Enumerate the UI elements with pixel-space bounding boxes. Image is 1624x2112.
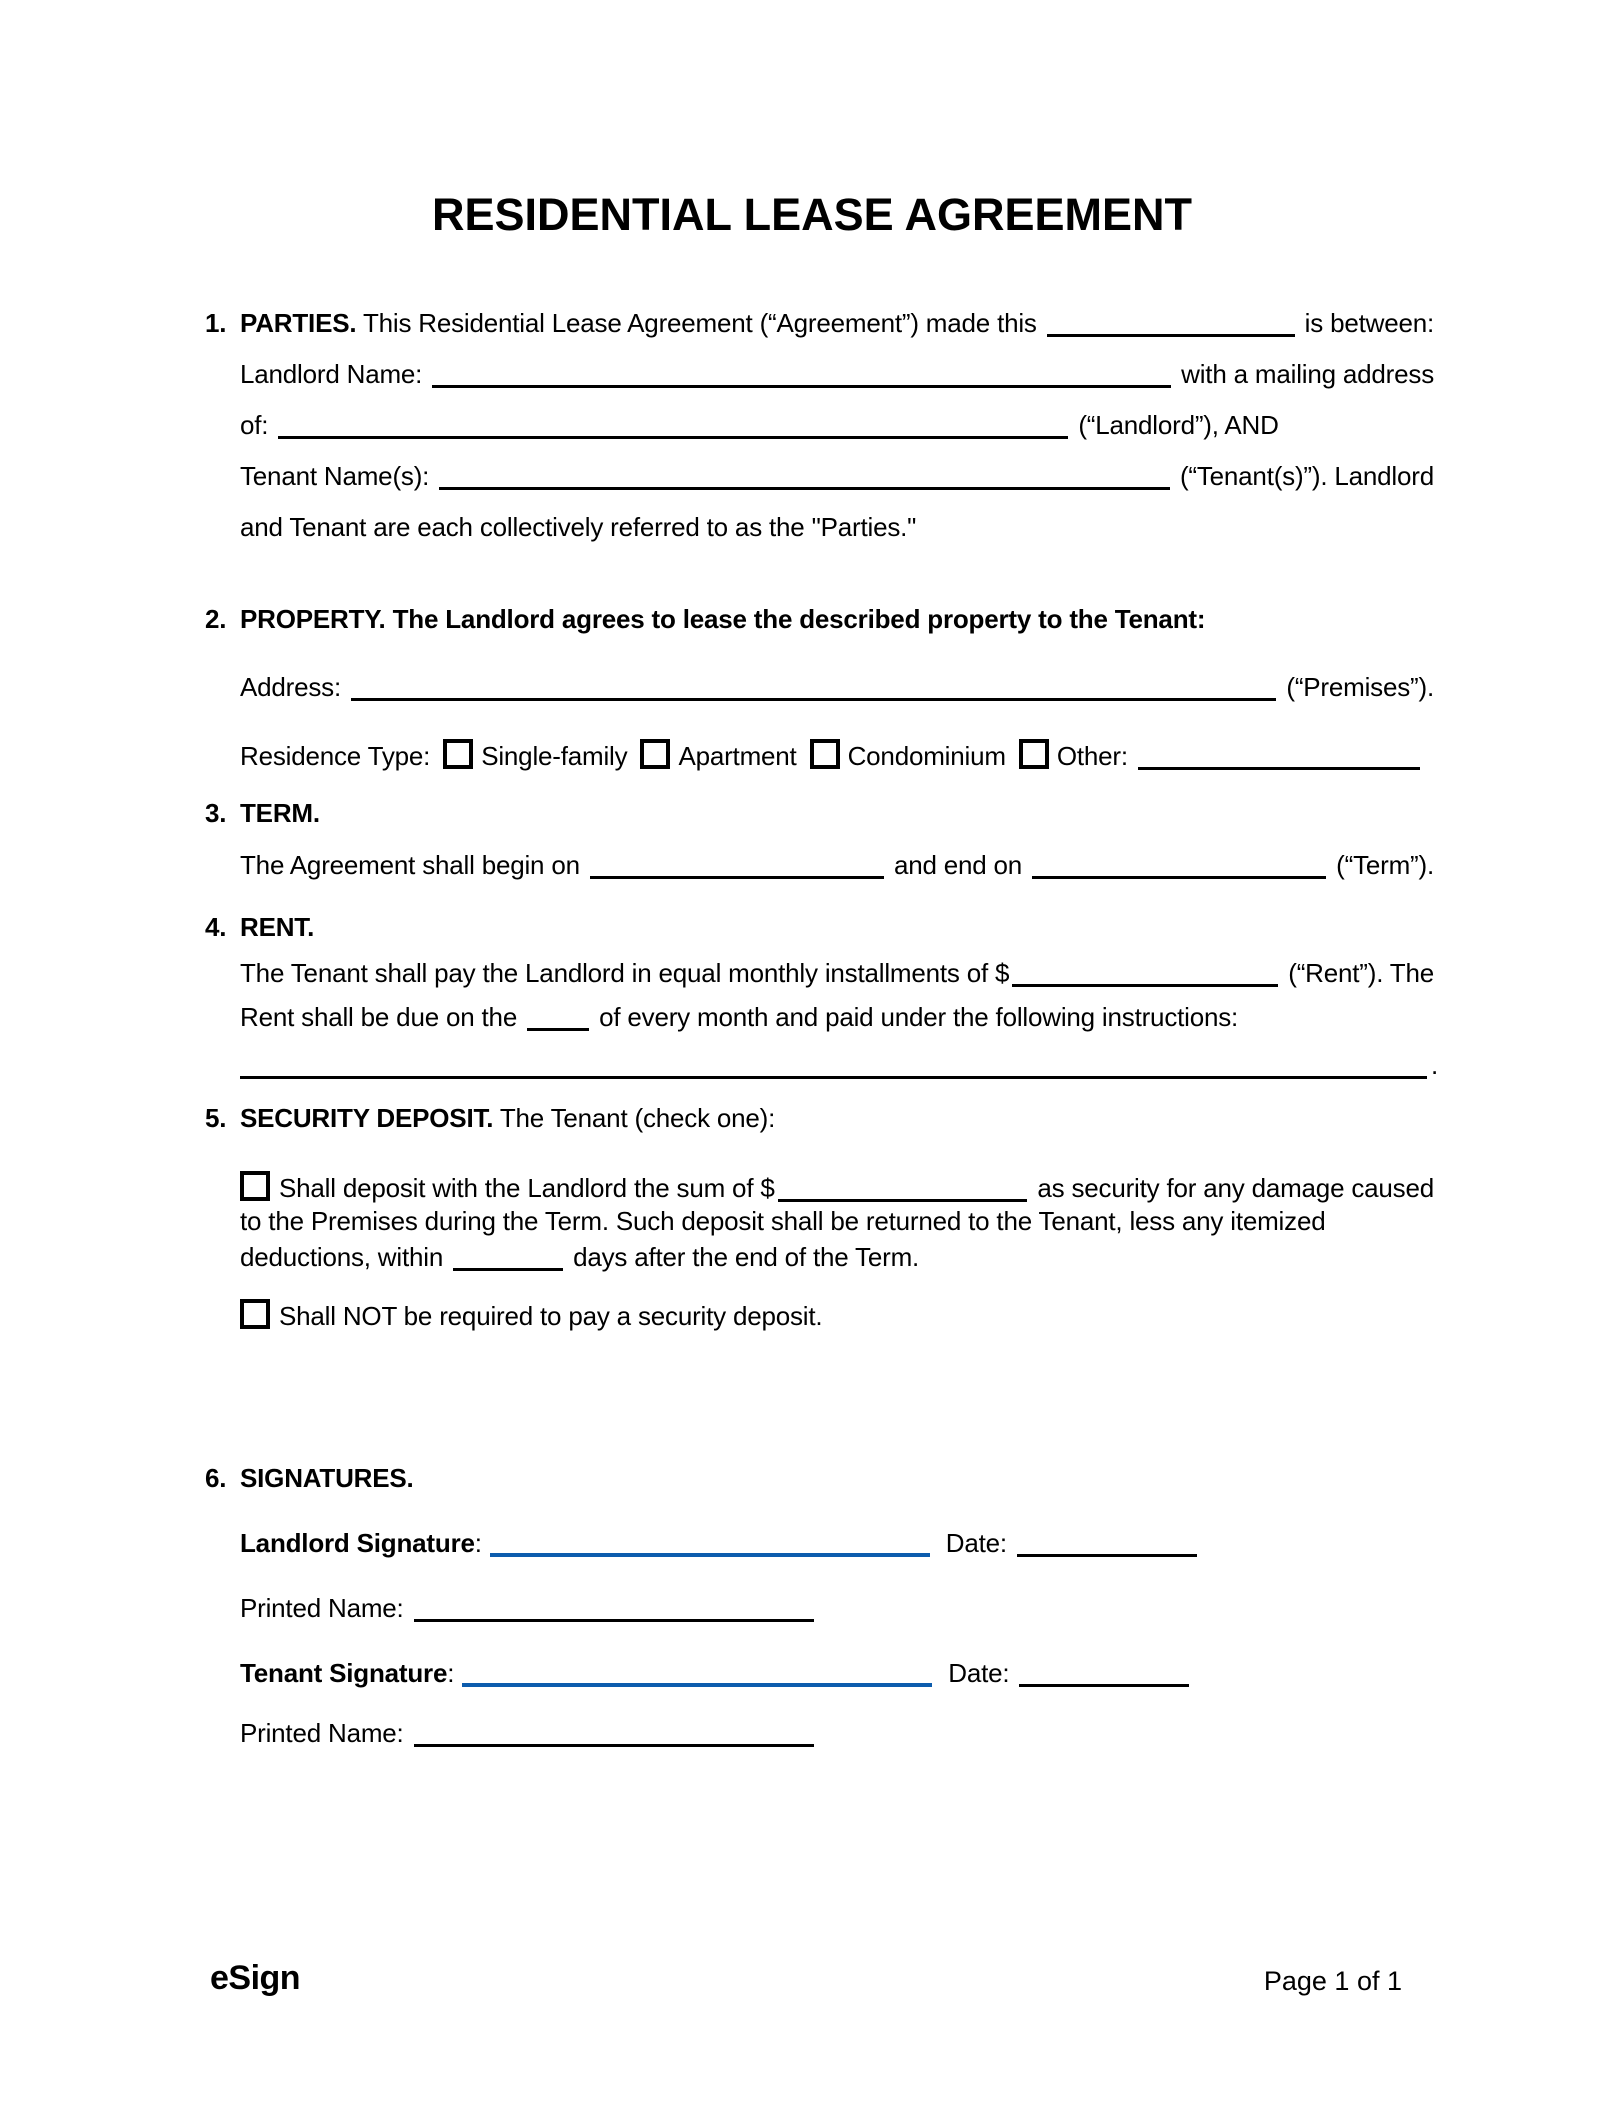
blank-tenant-names[interactable]	[439, 481, 1170, 490]
landlord-defined-text: (“Landlord”), AND	[1078, 410, 1279, 440]
checkbox-no-deposit[interactable]	[240, 1299, 270, 1329]
apartment-label: Apartment	[678, 741, 797, 771]
address-label: Address:	[240, 672, 342, 702]
deposit-return-text: to the Premises during the Term. Such deposit shall be returned to the Tenant, less any itemized	[240, 1206, 1326, 1236]
parties-line-3	[240, 407, 1279, 443]
deposit-days-text: days after the end of the Term.	[573, 1242, 920, 1272]
premises-defined-text: (“Premises”).	[1286, 672, 1434, 702]
blank-landlord-name[interactable]	[432, 379, 1171, 388]
blank-landlord-address[interactable]	[278, 430, 1068, 439]
term-end-text: and end on	[893, 850, 1023, 880]
tenant-signature-line-row	[240, 1655, 1199, 1691]
term-begin-text: The Agreement shall begin on	[240, 850, 580, 880]
parties-line-1	[205, 305, 1434, 341]
rent-line-2	[240, 999, 1238, 1035]
parties-line-2	[240, 356, 1434, 392]
blank-rent-amount[interactable]	[1012, 978, 1278, 987]
term-heading: TERM.	[240, 798, 320, 828]
blank-agreement-date[interactable]	[1047, 328, 1295, 337]
property-heading: PROPERTY.	[240, 604, 386, 634]
residence-type-line	[240, 735, 1420, 771]
checkbox-condominium[interactable]	[810, 739, 840, 769]
signatures-heading: SIGNATURES.	[240, 1463, 414, 1493]
tenant-signature-field[interactable]	[462, 1677, 932, 1687]
deposit-option1-line-1	[240, 1167, 1434, 1203]
label-colon: :	[447, 1658, 455, 1688]
landlord-name-label: Landlord Name:	[240, 359, 423, 389]
section-number: 4.	[205, 912, 227, 942]
mailing-address-text: with a mailing address	[1181, 359, 1434, 389]
parties-heading: PARTIES.	[240, 308, 357, 338]
property-heading-rest: The Landlord agrees to lease the described property to the Tenant:	[385, 604, 1206, 634]
rent-line-1	[240, 955, 1434, 991]
term-body-line	[240, 847, 1434, 883]
parties-intro-end: is between:	[1304, 308, 1434, 338]
rent-due-text: Rent shall be due on the	[240, 1002, 518, 1032]
landlord-signature-line-row	[240, 1525, 1207, 1561]
section-number: 5.	[205, 1103, 227, 1133]
rent-defined-text: (“Rent”). The	[1288, 958, 1434, 988]
date-label: Date:	[948, 1658, 1010, 1688]
rent-heading-line	[205, 909, 314, 945]
checkbox-other[interactable]	[1019, 739, 1049, 769]
date-label: Date:	[945, 1528, 1007, 1558]
blank-landlord-printed-name[interactable]	[414, 1613, 814, 1622]
blank-term-end[interactable]	[1032, 870, 1326, 879]
condominium-label: Condominium	[847, 741, 1006, 771]
security-deposit-heading-line	[205, 1100, 775, 1136]
instructions-period: .	[1430, 1050, 1438, 1080]
tenant-defined-text: (“Tenant(s)”). Landlord	[1179, 461, 1434, 491]
rent-line-3	[240, 1047, 1438, 1083]
blank-term-start[interactable]	[590, 870, 884, 879]
blank-deposit-amount[interactable]	[778, 1193, 1028, 1202]
printed-name-label: Printed Name:	[240, 1718, 404, 1748]
other-label: Other:	[1056, 741, 1128, 771]
section-number: 2.	[205, 604, 227, 634]
rent-amount-text: The Tenant shall pay the Landlord in equal monthly installments of $	[240, 958, 1010, 988]
checkbox-deposit-required[interactable]	[240, 1171, 270, 1201]
rent-instructions-text: of every month and paid under the following instructions:	[599, 1002, 1239, 1032]
blank-other-residence[interactable]	[1138, 761, 1420, 770]
property-heading-line	[205, 601, 1205, 637]
term-heading-line	[205, 795, 320, 831]
landlord-signature-field[interactable]	[490, 1547, 930, 1557]
printed-name-label: Printed Name:	[240, 1593, 404, 1623]
label-colon: :	[474, 1528, 482, 1558]
deposit-option1-line-2	[240, 1203, 1325, 1239]
no-deposit-text: Shall NOT be required to pay a security deposit.	[279, 1301, 823, 1331]
blank-landlord-date[interactable]	[1017, 1548, 1197, 1557]
deposit-option2-line	[240, 1295, 822, 1331]
property-address-line	[240, 669, 1434, 705]
parties-line-5	[240, 509, 916, 545]
rent-heading: RENT.	[240, 912, 315, 942]
signatures-heading-line	[205, 1460, 414, 1496]
page-number: Page 1 of 1	[1263, 1966, 1402, 1996]
checkbox-apartment[interactable]	[640, 739, 670, 769]
security-deposit-heading: SECURITY DEPOSIT.	[240, 1103, 494, 1133]
section-number: 6.	[205, 1463, 227, 1493]
deposit-sum-text: Shall deposit with the Landlord the sum of $	[279, 1173, 775, 1203]
section-number: 1.	[205, 308, 227, 338]
parties-line-4	[240, 458, 1434, 494]
deposit-option1-line-3	[240, 1239, 919, 1275]
tenant-names-label: Tenant Name(s):	[240, 461, 430, 491]
blank-property-address[interactable]	[351, 692, 1276, 701]
security-deposit-heading-rest: The Tenant (check one):	[493, 1103, 776, 1133]
parties-intro: This Residential Lease Agreement (“Agreement”) made this	[356, 308, 1037, 338]
landlord-printed-name-row	[240, 1590, 824, 1626]
blank-tenant-printed-name[interactable]	[414, 1738, 814, 1747]
deposit-deductions-text: deductions, within	[240, 1242, 444, 1272]
term-defined-text: (“Term”).	[1336, 850, 1434, 880]
document-title: RESIDENTIAL LEASE AGREEMENT	[431, 189, 1193, 240]
esign-logo: eSign	[210, 1959, 301, 1997]
tenant-printed-name-row	[240, 1715, 824, 1751]
checkbox-single-family[interactable]	[443, 739, 473, 769]
blank-deposit-days[interactable]	[453, 1262, 563, 1271]
residence-type-label: Residence Type:	[240, 741, 431, 771]
parties-closing-text: and Tenant are each collectively referred to as the "Parties."	[240, 512, 917, 542]
deposit-security-text: as security for any damage caused	[1037, 1173, 1434, 1203]
single-family-label: Single-family	[481, 741, 628, 771]
blank-tenant-date[interactable]	[1019, 1678, 1189, 1687]
blank-rent-due-day[interactable]	[527, 1022, 589, 1031]
tenant-signature-label: Tenant Signature	[240, 1658, 448, 1688]
of-label: of:	[240, 410, 269, 440]
landlord-signature-label: Landlord Signature	[240, 1528, 475, 1558]
blank-payment-instructions[interactable]	[240, 1070, 1427, 1079]
section-number: 3.	[205, 798, 227, 828]
